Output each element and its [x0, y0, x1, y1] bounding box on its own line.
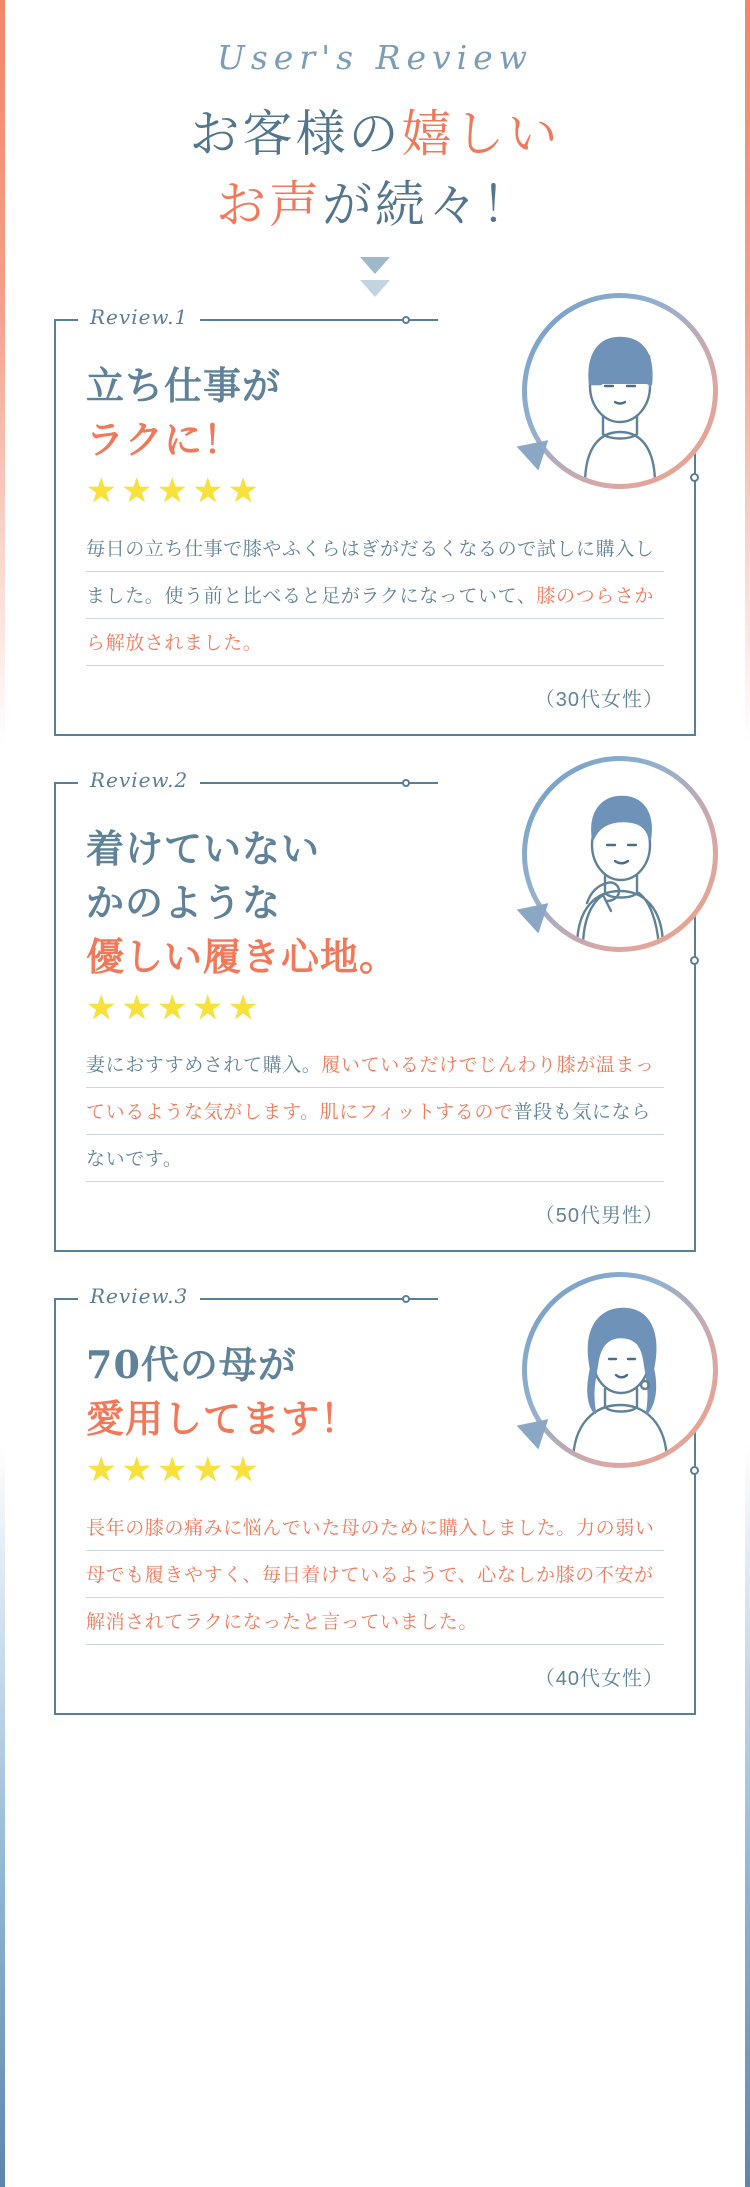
review-label: Review.2	[78, 768, 200, 792]
headline-part-1: お客様の	[189, 105, 402, 163]
review-card	[54, 767, 696, 1253]
avatar-ring	[522, 293, 718, 489]
review-body-part: 毎日の立ち仕事で膝やふくらはぎがだるくなるので試しに購入しました。使う前と比べると足がラクになっていて、	[86, 538, 655, 607]
connector-dot	[690, 956, 699, 965]
arrow-down-icon	[360, 257, 390, 274]
avatar-image	[527, 1277, 713, 1463]
quote-line: 着けていない	[86, 825, 321, 871]
connector-dot	[690, 473, 699, 482]
review-body-highlight: 膝のつらさから解放されました。	[86, 585, 655, 654]
headline-part-4: が続々！	[322, 176, 534, 234]
review-body-part: 妻におすすめされて購入。	[86, 1055, 322, 1077]
quote-line: 立ち仕事が	[86, 363, 282, 408]
quote-line: かのような	[86, 879, 282, 925]
page-header	[0, 0, 750, 241]
page-title	[0, 99, 750, 241]
avatar	[522, 293, 718, 489]
quote-line: 愛用してます！	[86, 1396, 360, 1442]
avatar	[522, 1272, 718, 1468]
review-attribution: （50代男性）	[534, 1205, 664, 1228]
eyebrow-title: User's Review	[217, 38, 533, 77]
arrow-down-icon	[360, 280, 390, 297]
rating-stars: ★★★★★	[86, 471, 264, 510]
woman-wavy-hair-avatar-icon	[527, 1277, 713, 1463]
review-body-part: 普段も気にならないです。	[86, 1102, 651, 1171]
avatar-ring	[522, 756, 718, 952]
woman-short-hair-avatar-icon	[527, 298, 713, 484]
right-accent-bar	[745, 0, 750, 2187]
headline-part-2: 嬉しい	[401, 105, 561, 163]
review-card	[54, 305, 696, 736]
left-accent-bar	[0, 0, 5, 2187]
avatar-ring	[522, 1272, 718, 1468]
review-card	[54, 1284, 696, 1715]
review-body-part: 力の弱い母でも履きやすく、毎日着けているようで、心なしか膝の不安が解消されてラクになったと言っていました。	[86, 1518, 655, 1634]
review-label: Review.1	[78, 305, 200, 329]
connector-dot	[402, 779, 410, 787]
review-connector-line	[206, 319, 406, 321]
connector-dot	[402, 316, 410, 324]
review-attribution: （40代女性）	[534, 1668, 664, 1691]
avatar-image	[527, 761, 713, 947]
quote-line: 70代の母が	[86, 1342, 297, 1388]
avatar-image	[527, 298, 713, 484]
headline-part-3: お声	[216, 176, 322, 234]
review-label: Review.3	[78, 1284, 200, 1308]
connector-dot	[402, 1295, 410, 1303]
review-body	[86, 1505, 664, 1646]
man-avatar-icon	[527, 761, 713, 947]
connector-dot	[690, 1466, 699, 1475]
avatar	[522, 756, 718, 952]
review-body	[86, 526, 664, 667]
review-body-highlight: 履いているだけでじんわり膝が温まっているような気がします。肌にフィットするので	[86, 1055, 655, 1124]
review-attribution: （30代女性）	[534, 688, 664, 711]
rating-stars: ★★★★★	[86, 1451, 264, 1490]
review-connector-line	[206, 1298, 406, 1300]
review-connector-line	[206, 782, 406, 784]
quote-line: ラクに！	[86, 416, 243, 462]
review-body-highlight: 長年の膝の痛みに悩んでいた母のために購入しました。	[86, 1518, 577, 1540]
review-body	[86, 1042, 664, 1183]
quote-line: 優しい履き心地。	[86, 933, 399, 979]
down-arrows	[0, 257, 750, 297]
rating-stars: ★★★★★	[86, 988, 264, 1027]
